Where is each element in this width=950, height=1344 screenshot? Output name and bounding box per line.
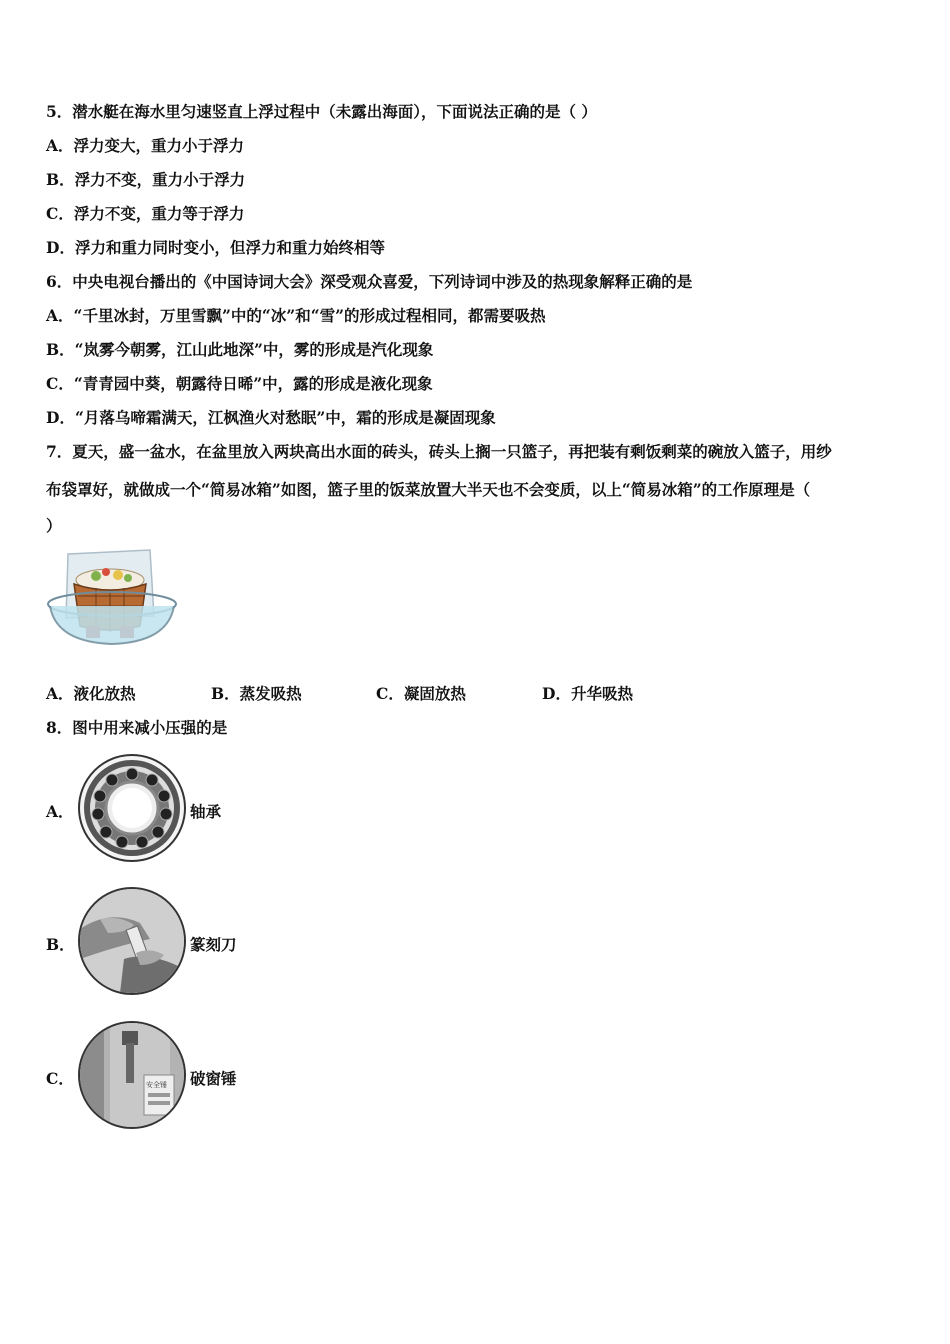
q6-option-d: D．“月落乌啼霜满天，江枫渔火对愁眠”中，霜的形成是凝固现象 <box>46 408 496 427</box>
window-hammer-image <box>78 1021 186 1129</box>
q8-option-a-letter: A． <box>46 802 74 821</box>
q6-option-a: A．“千里冰封，万里雪飘”中的“冰”和“雪”的形成过程相同，都需要吸热 <box>46 306 546 325</box>
q5-stem: 5．潜水艇在海水里匀速竖直上浮过程中（未露出海面），下面说法正确的是（ ） <box>46 102 597 121</box>
q7-option-c: C．凝固放热 <box>376 684 466 703</box>
q8-option-a-label: 轴承 <box>190 802 222 821</box>
simple-fridge-image <box>46 546 182 650</box>
q7-option-d: D．升华吸热 <box>542 684 633 703</box>
bearing-image <box>78 754 186 862</box>
q8-stem: 8．图中用来减小压强的是 <box>46 718 228 737</box>
q7-stem-line2: 布袋罩好，就做成一个“简易冰箱”如图，篮子里的饭菜放置大半天也不会变质，以上“简易冰箱”的工作原理是（ <box>46 480 811 499</box>
q7-stem-line3: ） <box>46 516 62 535</box>
q5-option-a: A．浮力变大，重力小于浮力 <box>46 136 245 155</box>
q7-option-b: B．蒸发吸热 <box>211 684 302 703</box>
q8-option-b-label: 篆刻刀 <box>190 935 237 954</box>
q5-option-b: B．浮力不变，重力小于浮力 <box>46 170 246 189</box>
hammer-sign-text: 安全锤 <box>146 1081 167 1089</box>
q7-stem-line1: 7．夏天，盛一盆水，在盆里放入两块高出水面的砖头，砖头上搁一只篮子，再把装有剩饭剩菜的碗放入篮子，用纱 <box>46 442 832 461</box>
q8-option-b-letter: B． <box>46 935 75 954</box>
q8-option-c-label: 破窗锤 <box>190 1069 237 1088</box>
carving-knife-image <box>78 887 186 995</box>
q5-option-d: D．浮力和重力同时变小，但浮力和重力始终相等 <box>46 238 385 257</box>
q6-option-b: B．“岚雾今朝雾，江山此地深”中，雾的形成是汽化现象 <box>46 340 434 359</box>
q6-option-c: C．“青青园中葵，朝露待日晞”中，露的形成是液化现象 <box>46 374 433 393</box>
q5-option-c: C．浮力不变，重力等于浮力 <box>46 204 245 223</box>
q8-option-c-letter: C． <box>46 1069 74 1088</box>
q6-stem: 6．中央电视台播出的《中国诗词大会》深受观众喜爱，下列诗词中涉及的热现象解释正确的是 <box>46 272 693 291</box>
q7-option-a: A．液化放热 <box>46 684 136 703</box>
